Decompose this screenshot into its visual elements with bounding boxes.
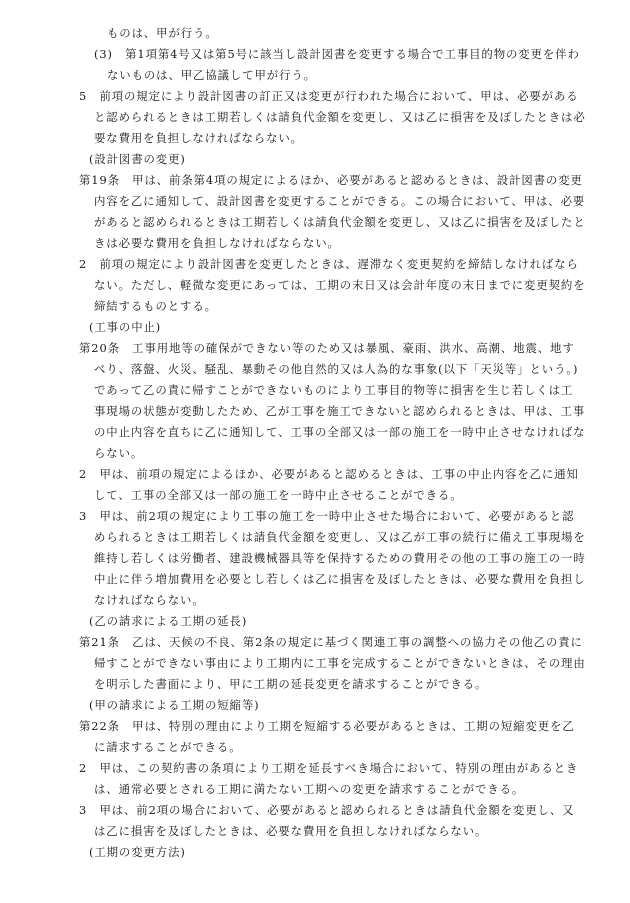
text-line: ない。ただし、軽微な変更にあっては、工期の末日又は会計年度の末日までに変更契約を [94,278,586,292]
text-line: 締結するものとする。 [94,299,217,313]
text-line: められるときは工期若しくは請負代金額を変更し、又は乙が工事の続行に備え工事現場を [94,530,586,544]
text-line: 事現場の状態が変動したため、乙が工事を施工できないと認められるときは、甲は、工事 [94,404,586,418]
text-line: ないものは、甲乙協議して甲が行う。 [107,68,316,82]
section-heading: (甲の請求による工期の短縮等) [89,698,260,712]
text-line: であって乙の責に帰すことができないものにより工事目的物等に損害を生じ若しくは工 [94,383,574,397]
text-line: 第20条 工事用地等の確保ができない等のため又は暴風、豪雨、洪水、高潮、地震、地す [79,341,575,355]
text-line: 内容を乙に通知して、設計図書を変更することができる。この場合において、甲は、必要 [94,194,586,208]
text-line: 第22条 甲は、特別の理由により工期を短縮する必要があるときは、工期の短縮変更を乙 [79,719,575,733]
text-line: 中止に伴う増加費用を必要とし若しくは乙に損害を及ぼしたときは、必要な費用を負担し [94,572,586,586]
section-heading: (乙の請求による工期の延長) [89,614,248,628]
text-line: して、工事の全部又は一部の施工を一時中止させることができる。 [94,488,463,502]
section-heading: (工事の中止) [89,320,162,334]
text-line: 帰すことができない事由により工期内に工事を完成することができないときは、その理由 [94,656,586,670]
text-line: なければならない。 [94,593,205,607]
text-line: きは必要な費用を負担しなければならない。 [94,236,340,250]
text-line: を明示した書面により、甲に工期の延長変更を請求することができる。 [94,677,488,691]
text-line: (3) 第1項第4号又は第5号に該当し設計図書を変更する場合で工事目的物の変更を伴わ [94,47,580,61]
text-line: 3 甲は、前2項の規定により工事の施工を一時中止させた場合において、必要があると認 [79,509,575,523]
text-line: 要な費用を負担しなければならない。 [94,131,303,145]
text-line: は乙に損害を及ぼしたときは、必要な費用を負担しなければならない。 [94,824,488,838]
text-line: 第19条 甲は、前条第4項の規定によるほか、必要があると認めるときは、設計図書の変更 [79,173,583,187]
text-line: 5 前項の規定により設計図書の訂正又は変更が行われた場合において、甲は、必要がある [79,89,579,103]
section-heading: (工期の変更方法) [89,845,186,859]
text-line: 3 甲は、前2項の場合において、必要があると認められるときは請負代金額を変更し、又 [79,803,575,817]
text-line: の中止内容を直ちに乙に通知して、工事の全部又は一部の施工を一時中止させなければな [94,425,586,439]
text-line: 2 甲は、前項の規定によるほか、必要があると認めるときは、工事の中止内容を乙に通知 [79,467,579,481]
text-line: 2 甲は、この契約書の条項により工期を延長すべき場合において、特別の理由があるとき [79,761,579,775]
text-line: べり、落盤、火災、騒乱、暴動その他自然的又は人為的な事象(以下「天災等」という。) [94,362,579,376]
section-heading: (設計図書の変更) [89,152,186,166]
text-line: は、通常必要とされる工期に満たない工期への変更を請求することができる。 [94,782,525,796]
text-line: と認められるときは工期若しくは請負代金額を変更し、又は乙に損害を及ぼしたときは必 [94,110,586,124]
text-line: ものは、甲が行う。 [107,26,218,40]
text-line: があると認められるときは工期若しくは請負代金額を変更し、又は乙に損害を及ぼしたと [94,215,586,229]
text-line: 第21条 乙は、天候の不良、第2条の規定に基づく関連工事の調整への協力その他乙の責に [79,635,583,649]
text-line: らない。 [94,446,144,460]
text-line: に請求することができる。 [94,740,242,754]
text-line: 維持し若しくは労働者、建設機械器具等を保持するための費用その他の工事の施工の一時 [94,551,586,565]
text-line: 2 前項の規定により設計図書を変更したときは、遅滞なく変更契約を締結しなければなら [79,257,579,271]
